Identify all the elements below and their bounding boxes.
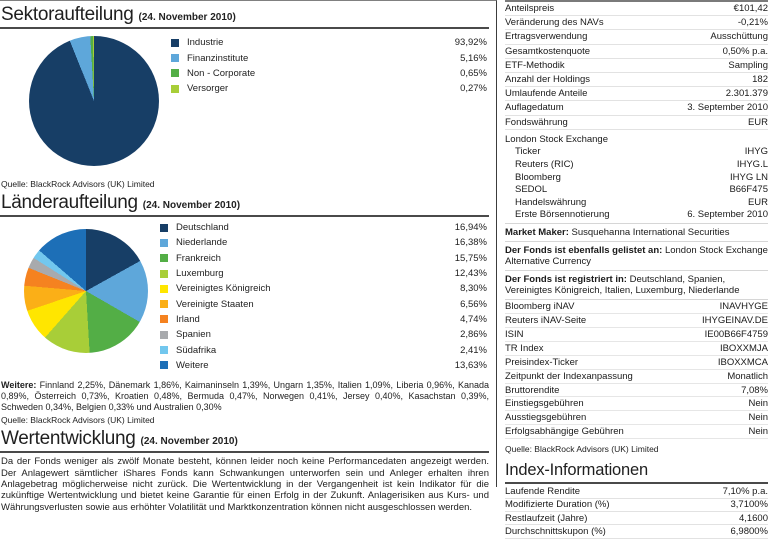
row-label: Modifizierte Duration (%) [505,499,610,511]
legend-swatch-icon [160,346,168,354]
row-label: Auflagedatum [505,102,564,114]
table-row [505,116,768,130]
legend-swatch-icon [171,54,179,62]
legend-swatch-icon [160,361,168,369]
legend-item [160,296,489,311]
exchange-table [505,146,768,225]
identifiers-table [505,300,768,439]
legend-item [160,266,489,281]
table-row [505,512,768,525]
legend-item [160,281,489,296]
legend-value: 5,16% [460,52,487,64]
row-value: 0,50% p.a. [722,45,768,57]
index-info-table [505,485,768,539]
legend-item [160,235,489,250]
row-label: Veränderung des NAVs [505,17,604,29]
legend-item [160,220,489,235]
legend-value: 12,43% [454,268,487,280]
legend-swatch-icon [171,39,179,47]
table-row [505,314,768,328]
table-row [505,158,768,171]
row-value: IHYG [744,146,768,158]
performance-disclaimer-text: Da der Fonds weniger als zwölf Monate besteht, können leider noch keine Performancedaten angezeigt werden. Der Anlagewert sämtlicher iShares Fonds kann Schwankungen unterworfen sein und Anleger erhalten ihren Anlagebetrag möglicherweise nicht zurück. Die Wertentwicklung in der Vergangenheit ist kein Indikator für die zukünftige Wertentwicklung und bietet keine Garantie für einen Erfolg in der Zukunft. Anlagerisiken aus Kurs- und Währungsverlusten sowie aus erhöhter Volatilität und Marktkonzentration können nicht ausgeschlossen werden. [1,456,489,513]
row-label: Umlaufende Anteile [505,88,588,100]
table-row [505,328,768,342]
row-value: IE00B66F4759 [704,328,768,340]
row-label: Einstiegsgebühren [505,398,584,410]
legend-value: 13,63% [454,359,487,371]
row-value: Nein [748,412,768,424]
row-label: Reuters (RIC) [515,159,574,171]
table-row [505,59,768,73]
legend-label: Vereinigte Staaten [176,298,254,310]
row-label: Preisindex-Ticker [505,356,579,368]
legend-value: 2,41% [460,344,487,356]
row-label: Bloomberg iNAV [505,301,575,313]
row-label: Ticker [515,146,541,158]
sector-pie-chart [29,36,159,166]
table-row [505,196,768,209]
table-row [505,87,768,101]
row-label: Handelswährung [515,196,587,208]
performance-section-title [1,428,489,450]
table-row [505,171,768,184]
legend-label: Versorger [187,83,229,95]
legend-label: Weitere [176,359,209,371]
row-label: Gesamtkostenquote [505,45,591,57]
fund-facts-table [505,0,768,130]
legend-swatch-icon [160,331,168,339]
legend-value: 0,27% [460,83,487,95]
legend-label: Spanien [176,329,211,341]
legend-value: 6,56% [460,298,487,310]
country-pie-chart [24,229,148,353]
table-row [505,73,768,87]
section-rule [0,215,489,217]
sector-section [0,4,489,189]
note-paragraph: Der Fonds ist ebenfalls gelistet an: London Stock Exchange Alternative Currency [505,242,768,271]
row-label: Reuters iNAV-Seite [505,315,587,327]
exchange-group-header: London Stock Exchange [505,133,608,145]
row-value: 2.301.379 [725,88,768,100]
table-row [505,30,768,44]
row-value: EUR [747,116,768,128]
legend-value: 4,74% [460,313,487,325]
row-label: Bruttorendite [505,384,560,396]
row-label: Ausstiegsgebühren [505,412,587,424]
section-title-text: Wertentwicklung [1,428,136,450]
legend-label: Irland [176,313,200,325]
source-note: Quelle: BlackRock Advisors (UK) Limited [505,444,659,455]
legend-item [171,66,489,81]
source-note: Quelle: BlackRock Advisors (UK) Limited [1,179,155,189]
row-value: 182 [752,74,768,86]
legend-label: Industrie [187,37,224,49]
row-value: 6,9800% [730,526,768,538]
table-row [505,425,768,439]
legend-value: 8,30% [460,283,487,295]
legend-label: Vereinigtes Königreich [176,283,271,295]
section-title-text: Länderaufteilung [1,192,138,213]
table-row [505,411,768,425]
legend-item [160,327,489,342]
row-value: Monatlich [727,370,768,382]
note-paragraph: Market Maker: Susquehanna International Securities [505,224,768,242]
row-value: IHYG.L [736,159,768,171]
legend-label: Frankreich [176,252,221,264]
country-chart-block [0,220,489,373]
note-lead: Der Fonds ist ebenfalls gelistet an: [505,245,665,257]
row-value: Nein [748,398,768,410]
legend-item [171,35,489,50]
note-paragraph: Der Fonds ist registriert in: Deutschland, Spanien, Vereinigtes Königreich, Italien, Luxemburg, Niederlande [505,271,768,300]
legend-value: 0,65% [460,67,487,79]
source-note: Quelle: BlackRock Advisors (UK) Limited [1,415,155,426]
country-legend [160,220,489,373]
section-rule [505,482,768,484]
sector-legend [171,32,489,97]
legend-swatch-icon [160,315,168,323]
row-label: Durchschnittskupon (%) [505,526,606,538]
sector-section-title [1,4,489,26]
table-row [505,2,768,16]
fund-facts-panel [497,0,770,538]
section-rule [0,451,489,453]
section-title-text: Sektoraufteilung [1,4,134,25]
row-value: Ausschüttung [710,31,768,43]
legend-value: 16,94% [454,222,487,234]
legend-swatch-icon [171,85,179,93]
row-label: Ertragsverwendung [505,31,588,43]
table-row [505,300,768,314]
row-value: 3. September 2010 [687,102,768,114]
table-row [505,183,768,196]
row-label: Erfolgsabhängige Gebühren [505,426,624,438]
row-value: -0,21% [737,17,768,29]
row-value: IBOXXMJA [719,342,768,354]
row-value: IHYG LN [729,171,768,183]
row-label: Bloomberg [515,171,561,183]
sector-chart-block [0,32,489,166]
table-row [505,525,768,538]
legend-swatch-icon [160,270,168,278]
table-row [505,356,768,370]
legend-label: Niederlande [176,237,228,249]
row-label: Erste Börsennotierung [515,209,610,221]
row-value: 4,1600 [738,512,768,524]
weitere-note-text: Finnland 2,25%, Dänemark 1,86%, Kaimaninseln 1,39%, Ungarn 1,35%, Italien 1,09%, Liberia 0,96%, Kanada 0,89%, Österreich 0,73%, Kroatien 0,48%, Bermuda 0,47%, Norwegen 0,41%, Jersey 0,40%, Kasachstan 0,39%, Schweden 0,34%, Belgien 0,33% und Australien 0,30% [1,379,489,412]
weitere-note [1,380,489,412]
listing-notes [505,224,768,300]
row-label: Laufende Rendite [505,485,581,497]
row-value: Sampling [728,59,768,71]
legend-value: 15,75% [454,252,487,264]
legend-swatch-icon [160,285,168,293]
legend-label: Finanzinstitute [187,52,249,64]
legend-label: Südafrika [176,344,217,356]
table-row [505,45,768,59]
table-row [505,16,768,30]
legend-swatch-icon [171,69,179,77]
row-value: INAVHYGE [719,301,768,313]
legend-value: 16,38% [454,237,487,249]
row-value: IHYGEINAV.DE [702,315,768,327]
legend-swatch-icon [160,239,168,247]
section-date: (24. November 2010) [138,12,236,23]
index-info-title: Index-Informationen [505,461,648,480]
row-value: Nein [748,426,768,438]
row-label: Fondswährung [505,116,568,128]
row-value: EUR [747,196,768,208]
legend-swatch-icon [160,300,168,308]
legend-item [160,312,489,327]
legend-label: Luxemburg [176,268,224,280]
row-value: €101,42 [733,3,768,15]
table-row [505,209,768,222]
row-label: Restlaufzeit (Jahre) [505,512,588,524]
section-date: (24. November 2010) [140,436,238,448]
row-value: 7,10% p.a. [722,485,768,497]
table-row [505,485,768,498]
section-date: (24. November 2010) [142,200,241,211]
legend-item [171,81,489,96]
note-lead: Der Fonds ist registriert in: [505,274,630,286]
table-row [505,370,768,384]
legend-item [160,342,489,357]
legend-item [160,358,489,373]
row-value: 7,08% [741,384,768,396]
row-label: SEDOL [515,184,548,196]
country-section [0,192,489,425]
row-value: 3,7100% [730,499,768,511]
row-label: Zeitpunkt der Indexanpassung [505,370,633,382]
table-row [505,146,768,159]
section-rule [0,27,489,29]
row-label: ISIN [505,328,524,340]
note-lead: Market Maker: [505,227,572,239]
row-value: 6. September 2010 [687,209,768,221]
table-row [505,342,768,356]
legend-swatch-icon [160,224,168,232]
legend-item [171,50,489,65]
row-label: Anzahl der Holdings [505,74,591,86]
legend-swatch-icon [160,254,168,262]
country-section-title [1,192,489,214]
row-label: ETF-Methodik [505,59,565,71]
legend-value: 93,92% [454,37,487,49]
row-label: TR Index [505,342,544,354]
legend-label: Deutschland [176,222,229,234]
table-row [505,384,768,398]
legend-item [160,251,489,266]
table-row [505,101,768,115]
row-label: Anteilspreis [505,3,555,15]
table-row [505,397,768,411]
row-value: IBOXXMCA [717,356,768,368]
weitere-note-lead: Weitere: [1,379,37,390]
legend-value: 2,86% [460,329,487,341]
performance-section [0,428,489,512]
row-value: B66F475 [729,184,768,196]
table-row [505,499,768,512]
legend-label: Non - Corporate [187,67,256,79]
